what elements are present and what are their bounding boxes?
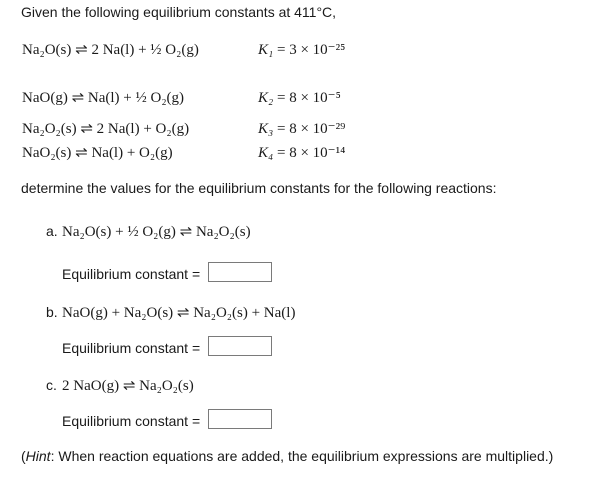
part-a-reaction: Na₂O(s) + ½ O₂(g) ⇌ Na₂O₂(s) <box>62 224 251 240</box>
hint-label: Hint <box>25 448 51 464</box>
part-b-answer-input[interactable] <box>208 336 272 356</box>
given-reaction-2: NaO(g) ⇌ Na(l) + ½ O₂(g) <box>22 90 185 106</box>
intro-text: Given the following equilibrium constants at 411°C, <box>21 4 337 20</box>
instruction-text: determine the values for the equilibrium constants for the following reactions: <box>21 180 497 196</box>
part-b-reaction: NaO(g) + Na₂O(s) ⇌ Na₂O₂(s) + Na(l) <box>62 305 296 321</box>
k4-expression: K₄ = 8 × 10⁻¹⁴ <box>258 145 346 161</box>
given-reaction-4: NaO₂(s) ⇌ Na(l) + O₂(g) <box>22 145 173 161</box>
k3-expression: K₃ = 8 × 10⁻²⁹ <box>258 121 346 137</box>
part-a-answer-input[interactable] <box>208 262 272 282</box>
part-a-letter: a. <box>46 223 58 239</box>
part-c-answer-input[interactable] <box>208 409 272 429</box>
part-c-reaction: 2 NaO(g) ⇌ Na₂O₂(s) <box>62 378 194 394</box>
given-reaction-3: Na₂O₂(s) ⇌ 2 Na(l) + O₂(g) <box>22 121 190 137</box>
part-c-answer-label: Equilibrium constant = <box>62 413 201 429</box>
hint-text: (Hint: When reaction equations are added, the equilibrium expressions are multiplied.) <box>21 448 554 464</box>
given-reaction-1: Na₂O(s) ⇌ 2 Na(l) + ½ O₂(g) <box>22 42 199 58</box>
part-b-answer-label: Equilibrium constant = <box>62 340 201 356</box>
k2-expression: K₂ = 8 × 10⁻⁵ <box>258 90 341 106</box>
part-a-answer-label: Equilibrium constant = <box>62 266 201 282</box>
part-b-letter: b. <box>46 304 58 320</box>
part-c-letter: c. <box>46 377 57 393</box>
k1-expression: K₁ = 3 × 10⁻²⁵ <box>258 42 346 58</box>
